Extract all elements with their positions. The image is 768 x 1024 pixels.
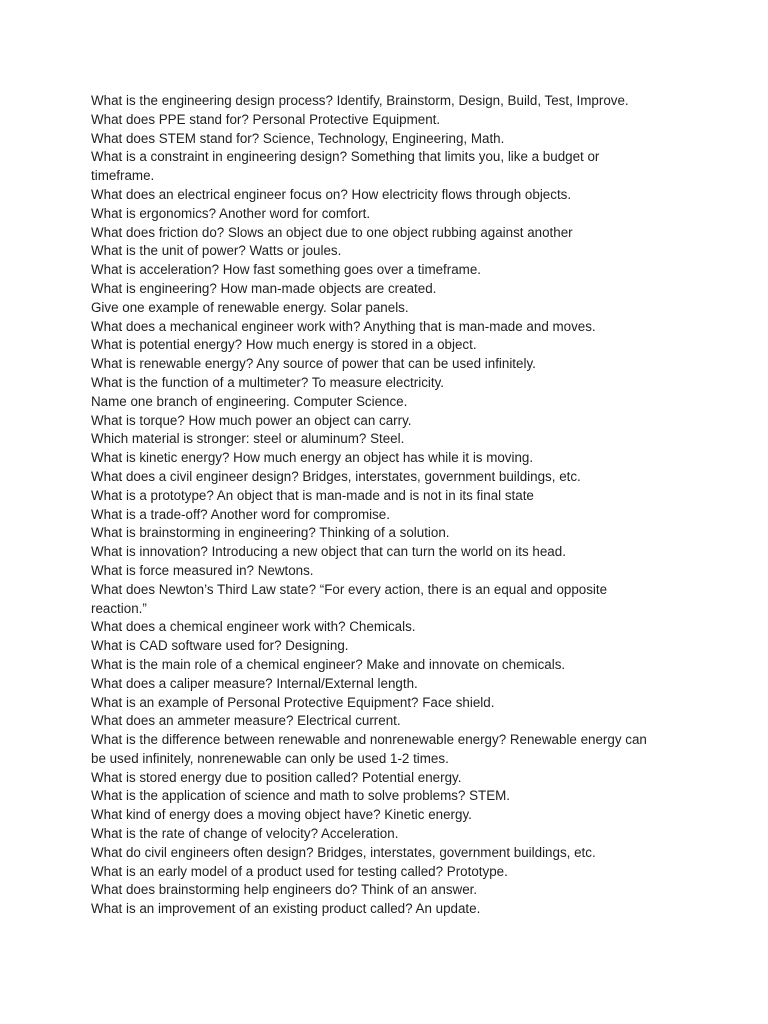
text-line: Give one example of renewable energy. Solar panels. [91, 299, 409, 315]
text-line: What is an early model of a product used for testing called? Prototype. [91, 863, 508, 879]
text-line: timeframe. [91, 168, 155, 184]
text-line: What is kinetic energy? How much energy an object has while it is moving. [91, 450, 534, 466]
text-line: What does PPE stand for? Personal Protective Equipment. [91, 111, 441, 127]
text-line: What does an electrical engineer focus on? How electricity flows through objects. [91, 186, 572, 202]
text-line: What does Newton’s Third Law state? “For every action, there is an equal and opposite [91, 581, 608, 597]
text-line: What do civil engineers often design? Bridges, interstates, government buildings, etc. [91, 844, 596, 860]
text-line: be used infinitely, nonrenewable can only be used 1-2 times. [91, 750, 449, 766]
text-line: What is a trade-off? Another word for compromise. [91, 506, 390, 522]
text-line: What does a chemical engineer work with? Chemicals. [91, 619, 416, 635]
text-line: What is stored energy due to position called? Potential energy. [91, 769, 462, 785]
text-line: What is the function of a multimeter? To measure electricity. [91, 374, 445, 390]
text-line: What does a caliper measure? Internal/External length. [91, 675, 418, 691]
text-line: What is engineering? How man-made objects are created. [91, 280, 437, 296]
text-line: What does friction do? Slows an object due to one object rubbing against another [91, 224, 573, 240]
text-line: What is the application of science and math to solve problems? STEM. [91, 788, 511, 804]
text-line: What is brainstorming in engineering? Thinking of a solution. [91, 525, 450, 541]
text-line: What is ergonomics? Another word for comfort. [91, 205, 371, 221]
text-line: What does an ammeter measure? Electrical current. [91, 713, 401, 729]
text-line: What is a constraint in engineering design? Something that limits you, like a budget or [91, 149, 600, 165]
text-line: What is acceleration? How fast something goes over a timeframe. [91, 262, 481, 278]
text-line: What does STEM stand for? Science, Technology, Engineering, Math. [91, 130, 505, 146]
text-line: What is the difference between renewable and nonrenewable energy? Renewable energy can [91, 732, 647, 748]
text-line: Which material is stronger: steel or aluminum? Steel. [91, 431, 405, 447]
text-line: What is the main role of a chemical engineer? Make and innovate on chemicals. [91, 656, 566, 672]
text-line: What does a civil engineer design? Bridges, interstates, government buildings, etc. [91, 468, 581, 484]
text-line: What is force measured in? Newtons. [91, 562, 314, 578]
text-line: What is innovation? Introducing a new object that can turn the world on its head. [91, 544, 566, 560]
text-line: What is renewable energy? Any source of power that can be used infinitely. [91, 356, 536, 372]
text-line: What is a prototype? An object that is man-made and is not in its final state [91, 487, 534, 503]
text-line: reaction.” [91, 600, 147, 616]
text-line: What is the unit of power? Watts or joules. [91, 243, 342, 259]
text-line: What is the engineering design process? Identify, Brainstorm, Design, Build, Test, Improve. [91, 93, 629, 108]
text-line: Name one branch of engineering. Computer Science. [91, 393, 408, 409]
document-body [91, 92, 691, 919]
text-line: What is an improvement of an existing product called? An update. [91, 901, 481, 917]
text-line: What is an example of Personal Protective Equipment? Face shield. [91, 694, 495, 710]
text-line: What is torque? How much power an object can carry. [91, 412, 412, 428]
text-line: What is CAD software used for? Designing. [91, 638, 349, 654]
text-line: What is potential energy? How much energy is stored in a object. [91, 337, 477, 353]
text-line: What does brainstorming help engineers do? Think of an answer. [91, 882, 478, 898]
text-line: What does a mechanical engineer work with? Anything that is man-made and moves. [91, 318, 596, 334]
text-line: What kind of energy does a moving object have? Kinetic energy. [91, 807, 472, 823]
text-line: What is the rate of change of velocity? Acceleration. [91, 826, 399, 842]
